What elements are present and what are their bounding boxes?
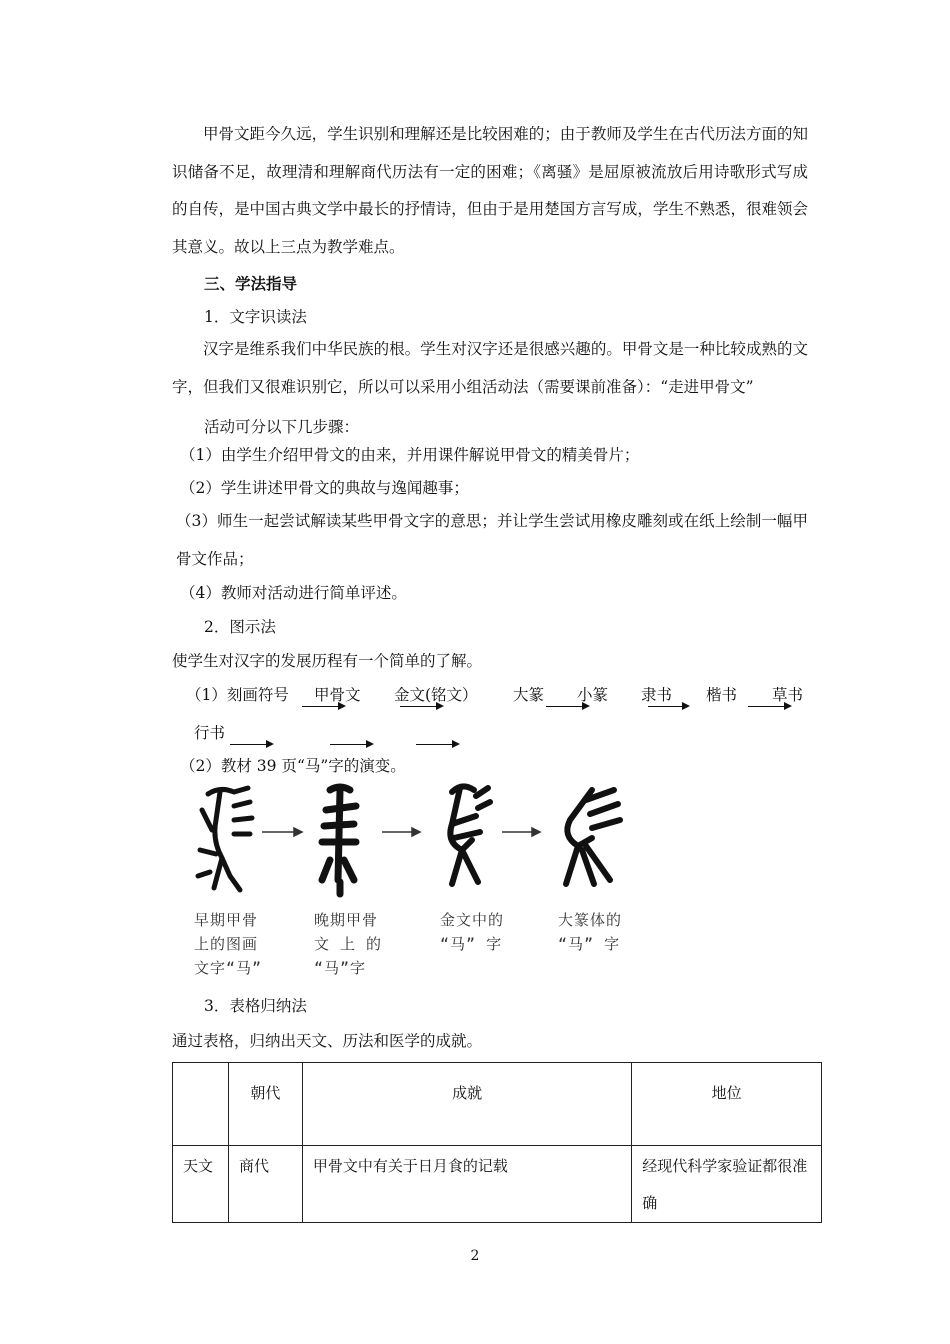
chain-item-xingshu: 行书 xyxy=(194,724,226,742)
arrow-icon xyxy=(416,744,458,745)
step-4: （4）教师对活动进行简单评述。 xyxy=(180,584,407,602)
table-cell: 经现代科学家验证都很准确 xyxy=(632,1146,822,1223)
step-2: （2）学生讲述甲骨文的典故与逸闻趣事； xyxy=(180,479,469,497)
arrow-icon xyxy=(262,828,302,836)
table-header-cell xyxy=(173,1063,229,1146)
method-1-paragraph: 汉字是维系我们中华民族的根。学生对汉字还是很感兴趣的。甲骨文是一种比较成熟的文字，但我们又很难识别它，所以可以采用小组活动法（需要课前准备）：“走进甲骨文” xyxy=(172,340,808,396)
difficulty-paragraph: 甲骨文距今久远，学生识别和理解还是比较困难的；由于教师及学生在古代历法方面的知识储备不足，故理清和理解商代历法有一定的困难；《离骚》是屈原被流放后用诗歌形式写成的自传，是中国古典文学中最长的抒情诗，但由于是用楚国方言写成，学生不熟悉，很难领会其意义。故以上三点为教学难点。 xyxy=(172,125,808,256)
method-3-title: 3．表格归纳法 xyxy=(204,997,307,1015)
horse-glyph-early-oracle xyxy=(198,788,252,890)
arrow-icon xyxy=(330,744,372,745)
arrow-icon xyxy=(302,706,344,707)
method-1-title: 1．文字识读法 xyxy=(204,308,307,326)
chain-item-xiaozhuan: 小篆 xyxy=(577,686,609,704)
example-2-text: （2）教材 39 页“马”字的演变。 xyxy=(180,757,406,775)
horse-glyph-great-seal xyxy=(566,790,620,884)
arrow-icon xyxy=(400,706,442,707)
table-header-cell: 地位 xyxy=(632,1063,822,1146)
achievements-table xyxy=(172,1062,822,1223)
page-number: 2 xyxy=(470,1248,480,1264)
step-1: （1）由学生介绍甲骨文的由来，并用课件解说甲骨文的精美骨片； xyxy=(180,446,640,464)
chain-item-caoshu: 草书 xyxy=(772,686,804,704)
section-3-heading: 三、学法指导 xyxy=(204,274,298,293)
table-cell: 甲骨文中有关于日月食的记载 xyxy=(302,1146,631,1223)
horse-glyph-bronze xyxy=(450,786,490,884)
caption-great-seal: 大篆体的 “马” 字 xyxy=(558,911,623,953)
method-2-title: 2．图示法 xyxy=(204,618,276,636)
chain-prefix: （1）刻画符号 xyxy=(186,686,289,704)
caption-bronze: 金文中的 “马” 字 xyxy=(440,911,505,953)
arrow-icon xyxy=(382,828,420,836)
caption-early-oracle: 早期甲骨 上的图画 文字“马” xyxy=(194,911,263,977)
table-row xyxy=(173,1146,822,1223)
caption-late-oracle: 晚期甲骨 文 上 的 “马”字 xyxy=(314,911,383,977)
chain-item-jinwen: 金文(铭文） xyxy=(394,686,478,704)
table-header-row xyxy=(173,1063,822,1146)
arrow-icon xyxy=(230,744,272,745)
step-3: （3）师生一起尝试解读某些甲骨文字的意思；并让学生尝试用橡皮雕刻或在纸上绘制一幅甲骨文作品； xyxy=(176,512,808,568)
table-header-cell: 朝代 xyxy=(228,1063,302,1146)
chain-item-dazhuan: 大篆 xyxy=(513,686,545,704)
arrow-icon xyxy=(748,706,790,707)
chain-item-jiaguwen: 甲骨文 xyxy=(314,686,361,704)
steps-intro: 活动可分以下几步骤： xyxy=(204,418,360,436)
chain-item-kaishu: 楷书 xyxy=(706,686,738,704)
horse-glyphs-image xyxy=(190,780,640,900)
chain-item-lishu: 隶书 xyxy=(641,686,673,704)
arrow-icon xyxy=(648,706,688,707)
arrow-icon xyxy=(546,706,588,707)
horse-evolution-figure xyxy=(190,780,640,980)
table-cell: 商代 xyxy=(228,1146,302,1223)
arrow-icon xyxy=(502,828,540,836)
method-3-text: 通过表格，归纳出天文、历法和医学的成就。 xyxy=(172,1032,483,1050)
horse-glyph-late-oracle xyxy=(322,787,356,894)
table-header-cell: 成就 xyxy=(302,1063,631,1146)
method-2-text: 使学生对汉字的发展历程有一个简单的了解。 xyxy=(172,652,483,670)
table-cell: 天文 xyxy=(173,1146,229,1223)
